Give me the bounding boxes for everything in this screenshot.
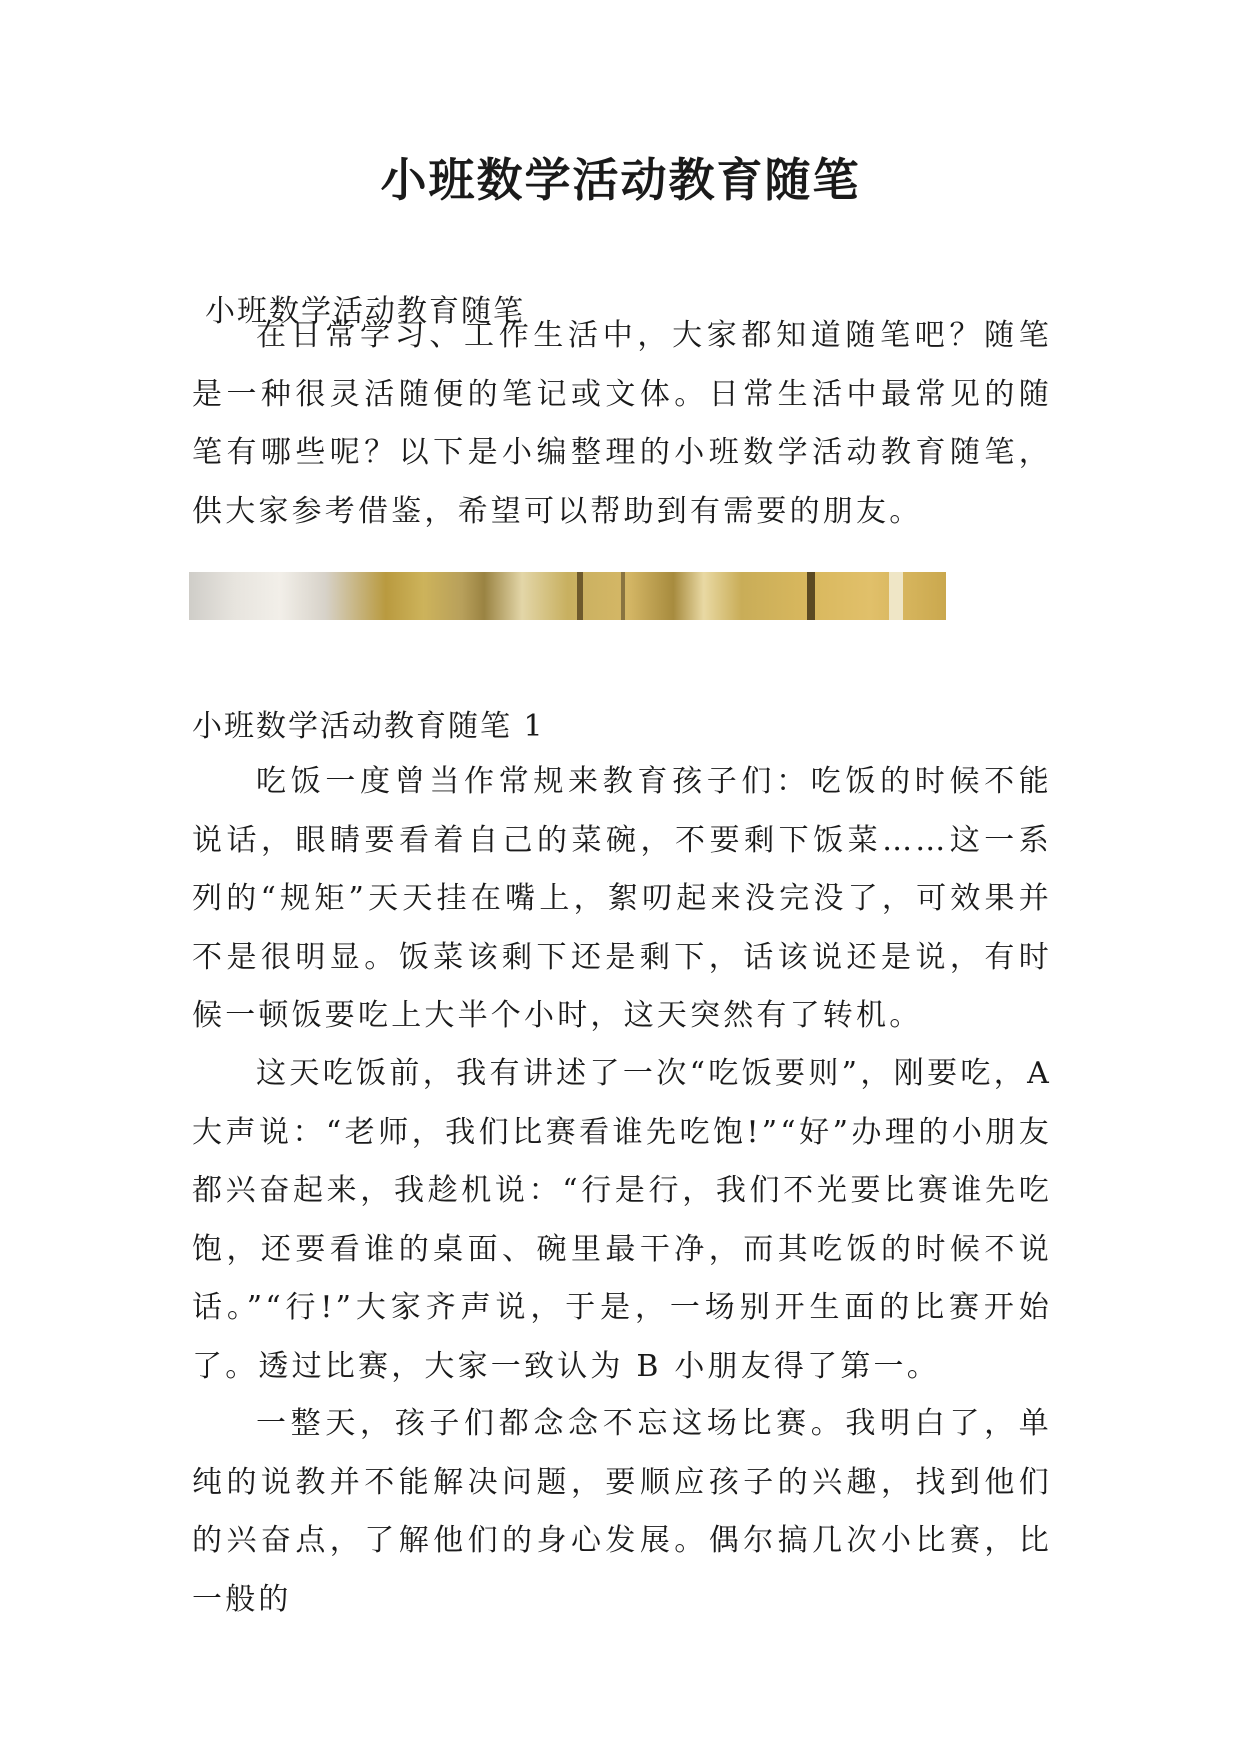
section-paragraph: 吃饭一度曾当作常规来教育孩子们：吃饭的时候不能说话，眼睛要看着自己的菜碗，不要剩下饭菜……这一系列的“规矩”天天挂在嘴上，絮叨起来没完没了，可效果并不是很明显。饭菜该剩下还是剩下，话该说还是说，有时候一顿饭要吃上大半个小时，这天突然有了转机。 [192,764,1052,1033]
banner-image-detail [577,572,583,620]
section-heading: 小班数学活动教育随笔 1 [192,709,545,744]
banner-image-detail [807,572,815,620]
banner-image-detail [621,572,625,620]
banner-image [189,572,946,620]
banner-image-detail [889,572,903,620]
document-subtitle: 小班数学活动教育随笔 [205,294,525,329]
section-paragraph: 一整天，孩子们都念念不忘这场比赛。我明白了，单纯的说教并不能解决问题，要顺应孩子的兴趣，找到他们的兴奋点，了解他们的身心发展。偶尔搞几次小比赛，比一般的 [192,1406,1052,1617]
page-title: 小班数学活动教育随笔 [380,153,861,207]
section-paragraph: 这天吃饭前，我有讲述了一次“吃饭要则”，刚要吃，A 大声说：“老师，我们比赛看谁先吃饱!”“好”办理的小朋友都兴奋起来，我趁机说：“行是行，我们不光要比赛谁先吃饱，还要看谁的桌面、碗里最干净，而其吃饭的时候不说话。”“行!”大家齐声说，于是，一场别开生面的比赛开始了。透过比赛，大家一致认为 B 小朋友得了第一。 [192,1056,1052,1384]
intro-paragraph: 在日常学习、工作生活中，大家都知道随笔吧？随笔是一种很灵活随便的笔记或文体。日常生活中最常见的随笔有哪些呢？以下是小编整理的小班数学活动教育随笔，供大家参考借鉴，希望可以帮助到有需要的朋友。 [192,318,1052,529]
